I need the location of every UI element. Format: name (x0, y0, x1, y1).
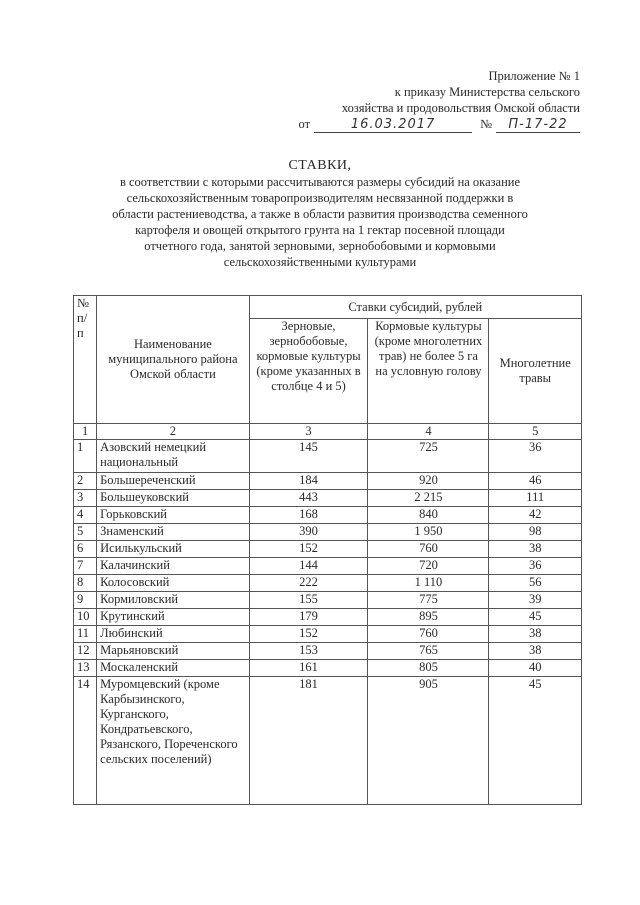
rate-fodder: 760 (368, 541, 489, 558)
rate-grain: 152 (249, 626, 368, 643)
rate-fodder: 895 (368, 609, 489, 626)
rate-grain: 153 (249, 643, 368, 660)
row-number: 13 (74, 660, 97, 677)
subtitle-line: сельскохозяйственным товаропроизводителям несвязанной поддержки в (126, 191, 514, 205)
table-row (74, 440, 582, 473)
rate-fodder: 725 (368, 440, 489, 473)
rate-perennial: 38 (489, 643, 582, 660)
rate-perennial: 38 (489, 626, 582, 643)
district-name: Калачинский (97, 558, 250, 575)
appendix-title: Приложение № 1 (488, 69, 580, 83)
header-district-name: Наименование муниципального района Омской области (97, 296, 250, 424)
row-number: 9 (74, 592, 97, 609)
district-name: Исилькульский (97, 541, 250, 558)
table-row (74, 473, 582, 490)
row-number: 5 (74, 524, 97, 541)
rate-fodder: 840 (368, 507, 489, 524)
table-row (74, 660, 582, 677)
rate-perennial: 45 (489, 609, 582, 626)
column-index: 4 (368, 424, 489, 440)
rate-fodder: 920 (368, 473, 489, 490)
rate-grain: 181 (249, 677, 368, 805)
column-index: 1 (74, 424, 97, 440)
row-number: 1 (74, 440, 97, 473)
column-index: 2 (97, 424, 250, 440)
row-number: 14 (74, 677, 97, 805)
header-grain-crops: Зерновые, зернобобовые, кормовые культуры (кроме указанных в столбце 4 и 5) (249, 319, 368, 424)
rate-perennial: 40 (489, 660, 582, 677)
table-row (74, 626, 582, 643)
appendix-block (280, 68, 580, 133)
rate-fodder: 2 215 (368, 490, 489, 507)
rate-fodder: 765 (368, 643, 489, 660)
district-name: Азовский немецкий национальный (97, 440, 250, 473)
rate-perennial: 98 (489, 524, 582, 541)
rate-fodder: 720 (368, 558, 489, 575)
table-row (74, 541, 582, 558)
district-name: Любинский (97, 626, 250, 643)
rate-fodder: 775 (368, 592, 489, 609)
table-row (74, 507, 582, 524)
table-row (74, 524, 582, 541)
subtitle-line: в соответствии с которыми рассчитываются размеры субсидий на оказание (119, 175, 521, 189)
rate-fodder: 805 (368, 660, 489, 677)
row-number: 12 (74, 643, 97, 660)
rate-grain: 390 (249, 524, 368, 541)
district-name: Кормиловский (97, 592, 250, 609)
district-name: Москаленский (97, 660, 250, 677)
document-subtitle (70, 174, 570, 270)
rate-grain: 222 (249, 575, 368, 592)
row-number: 2 (74, 473, 97, 490)
rate-grain: 145 (249, 440, 368, 473)
table-row (74, 592, 582, 609)
district-name: Муромцевский (кроме Карбызинского, Курганского, Кондратьевского, Рязанского, Пореченского сельских поселений) (97, 677, 250, 805)
handwritten-number: П-17-22 (496, 118, 580, 133)
district-name: Большеуковский (97, 490, 250, 507)
rate-perennial: 56 (489, 575, 582, 592)
district-name: Колосовский (97, 575, 250, 592)
rate-fodder: 760 (368, 626, 489, 643)
handwritten-date: 16.03.2017 (314, 118, 472, 133)
document-title: СТАВКИ, (288, 158, 352, 173)
rate-grain: 161 (249, 660, 368, 677)
table-row (74, 677, 582, 805)
district-name: Большереченский (97, 473, 250, 490)
row-number: 4 (74, 507, 97, 524)
row-number: 6 (74, 541, 97, 558)
date-prefix: от (298, 117, 311, 131)
rates-table (73, 295, 582, 805)
rate-grain: 184 (249, 473, 368, 490)
number-prefix: № (480, 117, 492, 131)
district-name: Знаменский (97, 524, 250, 541)
rate-perennial: 36 (489, 440, 582, 473)
table-row (74, 575, 582, 592)
district-name: Крутинский (97, 609, 250, 626)
row-number: 10 (74, 609, 97, 626)
column-index: 3 (249, 424, 368, 440)
rate-perennial: 46 (489, 473, 582, 490)
row-number: 7 (74, 558, 97, 575)
subtitle-line: отчетного года, занятой зерновыми, зернобобовыми и кормовыми (144, 239, 496, 253)
subtitle-line: сельскохозяйственными культурами (223, 255, 417, 269)
appendix-order-line: к приказу Министерства сельского (394, 85, 580, 99)
table-row (74, 643, 582, 660)
rate-grain: 179 (249, 609, 368, 626)
rate-perennial: 45 (489, 677, 582, 805)
table-row (74, 558, 582, 575)
appendix-date-number-line (280, 116, 580, 133)
district-name: Горьковский (97, 507, 250, 524)
rate-fodder: 1 950 (368, 524, 489, 541)
rate-grain: 155 (249, 592, 368, 609)
table-row (74, 490, 582, 507)
header-fodder-crops: Кормовые культуры (кроме многолетних трав) не более 5 га на условную голову (368, 319, 489, 424)
header-number: № п/п (74, 296, 97, 424)
rate-perennial: 36 (489, 558, 582, 575)
table-row (74, 609, 582, 626)
rate-perennial: 39 (489, 592, 582, 609)
rate-grain: 443 (249, 490, 368, 507)
rate-perennial: 38 (489, 541, 582, 558)
column-index: 5 (489, 424, 582, 440)
rate-grain: 152 (249, 541, 368, 558)
rate-grain: 168 (249, 507, 368, 524)
row-number: 8 (74, 575, 97, 592)
subtitle-line: области растениеводства, а также в области развития производства семенного (112, 207, 528, 221)
subtitle-line: картофеля и овощей открытого грунта на 1 гектар посевной площади (135, 223, 505, 237)
appendix-ministry-line: хозяйства и продовольствия Омской области (341, 101, 580, 115)
row-number: 11 (74, 626, 97, 643)
rate-fodder: 1 110 (368, 575, 489, 592)
rate-grain: 144 (249, 558, 368, 575)
header-perennial-grasses: Многолетние травы (489, 319, 582, 424)
rate-perennial: 42 (489, 507, 582, 524)
rate-fodder: 905 (368, 677, 489, 805)
rate-perennial: 111 (489, 490, 582, 507)
district-name: Марьяновский (97, 643, 250, 660)
row-number: 3 (74, 490, 97, 507)
header-subsidy-rates: Ставки субсидий, рублей (249, 296, 581, 319)
